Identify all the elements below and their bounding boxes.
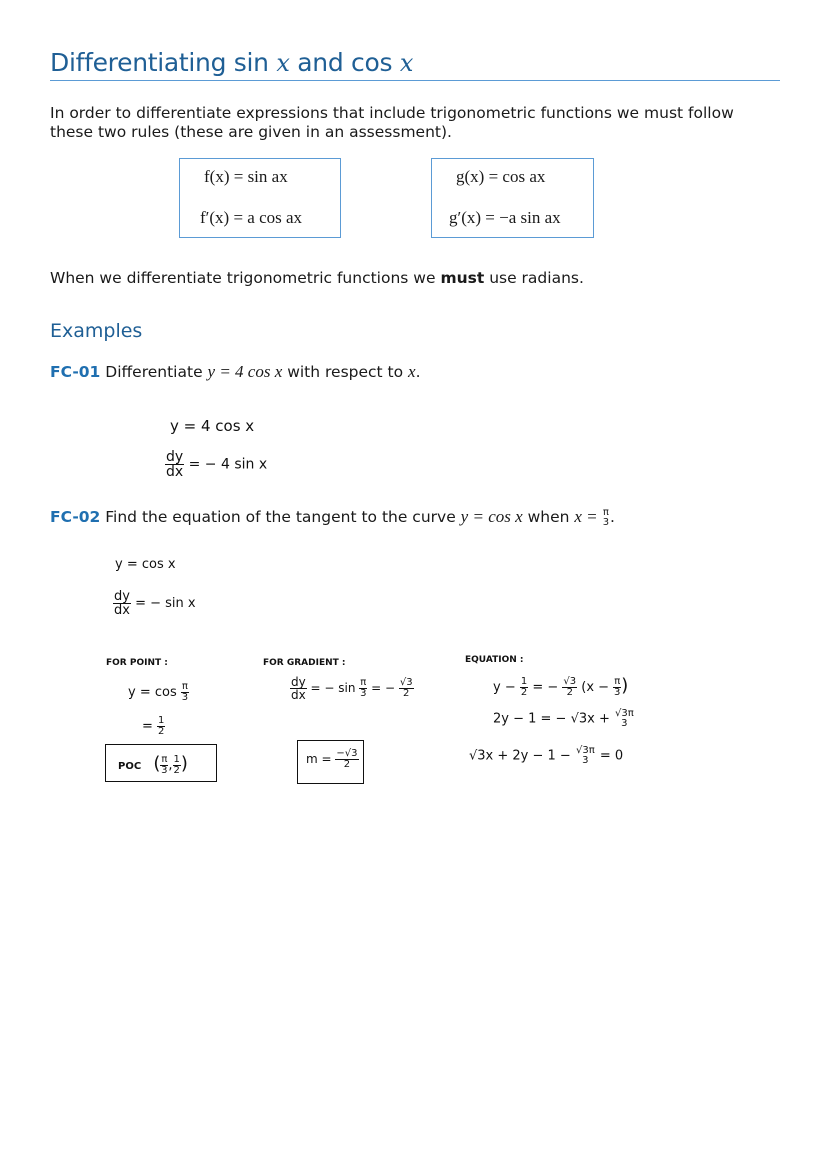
examples-heading: Examples — [50, 320, 143, 342]
derivative-fraction: $\frac{dy}{dx}$ — [166, 449, 184, 480]
rule-cos-derivative: g′(x) = −a sin ax — [449, 208, 561, 227]
gradient-line1: $\frac{dy}{dx}$ = − sin $\frac{\pi}{3}$ = − $\frac{√3}{2}$ — [291, 675, 413, 702]
rule-cos-function: g(x) = cos ax — [456, 167, 546, 186]
gradient-heading: FOR GRADIENT : — [263, 658, 346, 668]
fc01-working-line1: y = 4 cos x — [170, 417, 255, 435]
gradient-result-box: m = $\frac{-√3}{2}$ — [297, 740, 364, 784]
fc02-working-line1: y = cos x — [115, 557, 176, 572]
equation-line2: 2y − 1 = − √3x + √3π 3 — [493, 708, 634, 729]
fc01-working-line2: $\frac{dy}{dx}$ = − 4 sin x — [166, 449, 268, 480]
rule-sin-derivative: f′(x) = a cos ax — [200, 208, 303, 227]
rule-box-sin — [179, 158, 341, 238]
rule-box-cos — [431, 158, 594, 238]
page-title: Differentiating sin x and cos x — [50, 48, 414, 77]
equation-heading: EQUATION : — [465, 655, 524, 665]
point-heading: FOR POINT : — [106, 658, 168, 668]
rule-sin-function: f(x) = sin ax — [204, 167, 288, 186]
equation-line3: √3x + 2y − 1 − √3π 3 = 0 — [469, 745, 624, 766]
question-fc01: FC-01 Differentiate y = 4 cos x with respect to x. — [50, 362, 421, 381]
question-tag: FC-01 — [50, 363, 101, 381]
point-line2: = $\frac{1}{2}$ — [142, 715, 165, 737]
question-fc02: FC-02 Find the equation of the tangent to the curve y = cos x when x = π 3 . — [50, 506, 615, 528]
fc02-working-line2: $\frac{dy}{dx}$ = − sin x — [114, 589, 196, 618]
equation-line1: y − $\frac{1}{2}$ = − $\frac{√3}{2}$ (x − $\frac{\pi}{3}$ ) — [493, 675, 629, 698]
point-line1: y = cos $\frac{\pi}{3}$ — [128, 681, 189, 703]
point-result-box: POC ( $\frac{\pi}{3}$ , $\frac{1}{2}$ ) — [105, 744, 217, 782]
question-tag: FC-02 — [50, 508, 101, 526]
radians-note: When we differentiate trigonometric functions we must use radians. — [50, 269, 584, 287]
title-underline — [50, 80, 780, 81]
intro-paragraph: In order to differentiate expressions that include trigonometric functions we must follow these two rules (these are given in an assessment). — [50, 104, 734, 141]
